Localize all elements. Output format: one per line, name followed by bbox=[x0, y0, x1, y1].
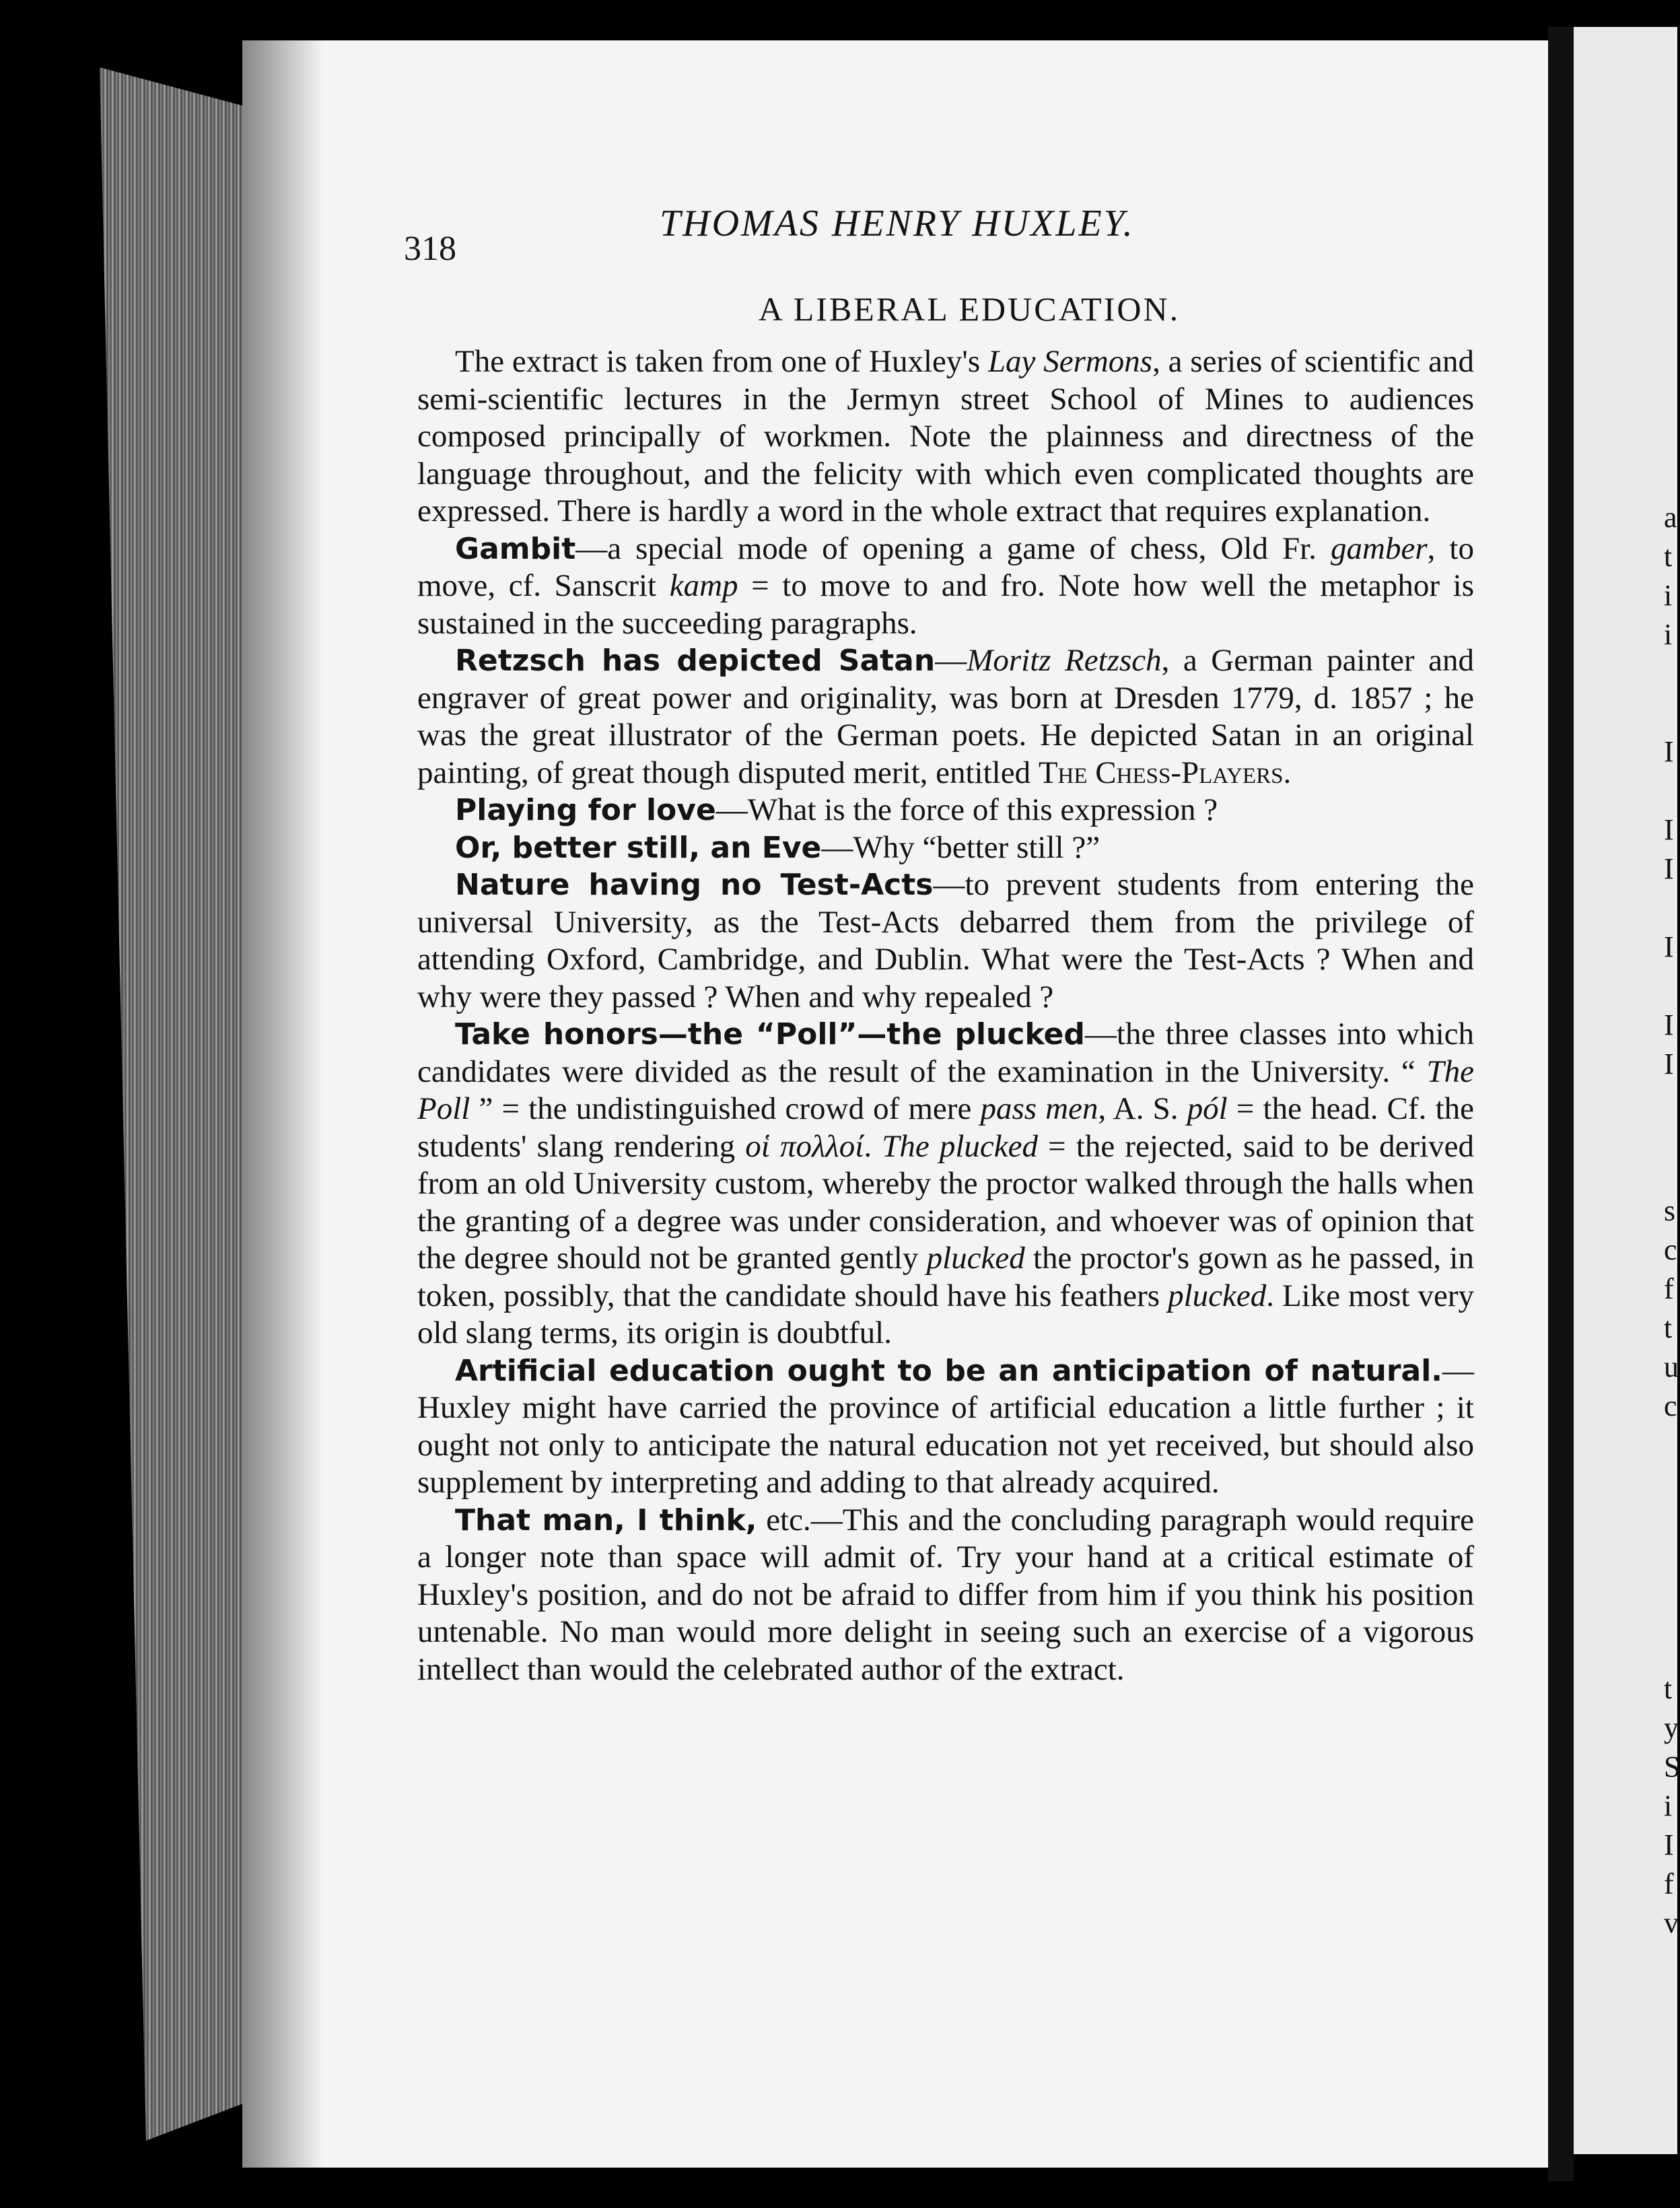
page-edges bbox=[100, 67, 254, 2141]
note-text: —What is the force of this expression ? bbox=[715, 792, 1218, 827]
note-term: Gambit bbox=[455, 531, 576, 566]
next-page-fragment-lower: t y S i I f v bbox=[1664, 1672, 1680, 1939]
note-text: . Like most very old slang terms, its origin is doubtful. bbox=[417, 1278, 1474, 1350]
note-term: Retzsch has depicted Satan bbox=[455, 644, 936, 678]
gutter bbox=[1548, 27, 1574, 2181]
note-emphasis: plucked bbox=[1168, 1278, 1267, 1313]
note-emphasis: kamp bbox=[669, 568, 738, 603]
note-text: —Huxley might have carried the province of artificial education a little further ; it ought not only to anticipate the natural education not yet received, but should also supplement by interpreting and adding to that already acquired. bbox=[417, 1352, 1474, 1500]
note-term: That man, I think, bbox=[455, 1503, 757, 1538]
intro-text-cont: , a series of scientific and semi-scientific lectures in the Jermyn street School of Mines to audiences composed principally of workmen. Note the plainness and directness of the language throughout, and the felicity with which even complicated thoughts are expressed. There is hardly a word in the whole extract that requires explanation. bbox=[417, 344, 1474, 528]
note-emphasis: pass men bbox=[980, 1091, 1098, 1126]
next-page-fragment-upper: a t i i I I I I I I bbox=[1664, 501, 1677, 1080]
note-emphasis: plucked bbox=[926, 1241, 1025, 1276]
spine-shadow bbox=[242, 40, 323, 2168]
note-retzsch bbox=[417, 642, 1474, 792]
note-term: Playing for love bbox=[455, 793, 716, 827]
note-emphasis: Moritz Retzsch bbox=[967, 643, 1162, 678]
note-text: . bbox=[1283, 755, 1292, 790]
running-head: THOMAS HENRY HUXLEY. bbox=[660, 203, 1135, 244]
note-playing-for-love bbox=[417, 792, 1474, 829]
note-term: Or, better still, an Eve bbox=[455, 830, 822, 865]
note-term: Nature having no Test-Acts bbox=[455, 868, 934, 902]
note-text: , A. S. bbox=[1098, 1091, 1187, 1126]
note-emphasis: pól bbox=[1187, 1091, 1228, 1126]
note-term: Artificial education ought to be an anticipation of natural. bbox=[455, 1353, 1442, 1388]
note-text: = the head. Cf. the students' slang rendering bbox=[417, 1091, 1474, 1164]
note-emphasis-greek: οἱ πολλοί bbox=[745, 1128, 864, 1164]
note-text: . bbox=[864, 1128, 882, 1164]
next-page-fragment-middle: s c f t u c bbox=[1664, 1194, 1679, 1422]
note-emphasis: gamber bbox=[1331, 530, 1428, 566]
note-text: ” = the undistinguished crowd of mere bbox=[470, 1091, 981, 1126]
note-term: Take honors—the “Poll”—the plucked bbox=[455, 1017, 1085, 1051]
intro-paragraph bbox=[417, 343, 1474, 530]
painting-title: The Chess-Players bbox=[1038, 755, 1284, 790]
note-text: , a German painter and engraver of great power and originality, was born at Dresden 1779, d. 1857 ; he was the great illustrator of the German poets. He depicted Satan in an original painting, of great though disputed merit, entitled bbox=[417, 643, 1475, 790]
page-text bbox=[404, 202, 1475, 1688]
note-that-man bbox=[417, 1502, 1474, 1689]
note-text: —to prevent students from entering the universal University, as the Test-Acts debarred them from the privilege of attending Oxford, Cambridge, and Dublin. What were the Test-Acts ? When and why were they passed ? When and why repealed ? bbox=[417, 867, 1475, 1014]
page-number: 318 bbox=[404, 230, 456, 268]
note-text: = to move to and fro. Note how well the metaphor is sustained in the succeeding paragraphs. bbox=[417, 568, 1474, 641]
note-text: = the rejected, said to be derived from an old University custom, whereby the proctor walked through the halls when the granting of a degree was under consideration, and whoever was of opinion that the degree should not be granted gently bbox=[417, 1128, 1475, 1276]
note-gambit bbox=[417, 530, 1474, 643]
lay-sermons-title: Lay Sermons bbox=[987, 344, 1153, 379]
note-test-acts bbox=[417, 866, 1474, 1016]
page-header bbox=[404, 202, 1474, 268]
intro-text: The extract is taken from one of Huxley's bbox=[455, 344, 988, 379]
note-text: —a special mode of opening a game of chess, Old Fr. bbox=[575, 530, 1331, 566]
note-text: —Why “better still ?” bbox=[821, 829, 1100, 865]
note-eve bbox=[417, 829, 1474, 867]
note-emphasis: The Poll bbox=[417, 1054, 1474, 1126]
note-text: etc.—This and the concluding paragraph would require a longer note than space will admit of. Try your hand at a critical estimate of Huxley's position, and do not be afraid to differ from him if you think his position untenable. No man would more delight in seeing such an exercise of a vigorous intellect than would the celebrated author of the extract. bbox=[417, 1502, 1474, 1687]
note-honors bbox=[417, 1016, 1474, 1352]
note-text: the proctor's gown as he passed, in token, possibly, that the candidate should have his feathers bbox=[417, 1241, 1474, 1313]
note-text: , to move, cf. Sanscrit bbox=[417, 530, 1474, 603]
section-title: A LIBERAL EDUCATION. bbox=[758, 290, 1181, 328]
note-text: — bbox=[935, 643, 967, 678]
note-artificial-education bbox=[417, 1352, 1474, 1502]
note-emphasis: The plucked bbox=[882, 1128, 1039, 1164]
note-text: —the three classes into which candidates were divided as the result of the examination in the University. “ bbox=[417, 1016, 1474, 1089]
next-page-edge bbox=[1574, 27, 1680, 2154]
